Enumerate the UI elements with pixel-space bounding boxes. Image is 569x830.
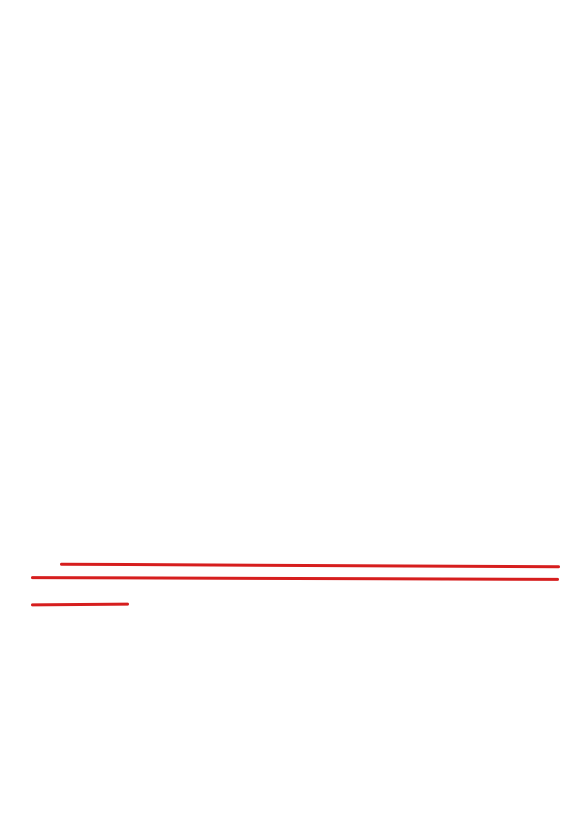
red-underline-mark-3 bbox=[31, 603, 129, 607]
red-underline-mark-1 bbox=[60, 563, 560, 569]
paragraph-continuation bbox=[31, 34, 554, 48]
red-underline-mark-2 bbox=[31, 576, 559, 581]
document-page bbox=[31, 0, 554, 62]
